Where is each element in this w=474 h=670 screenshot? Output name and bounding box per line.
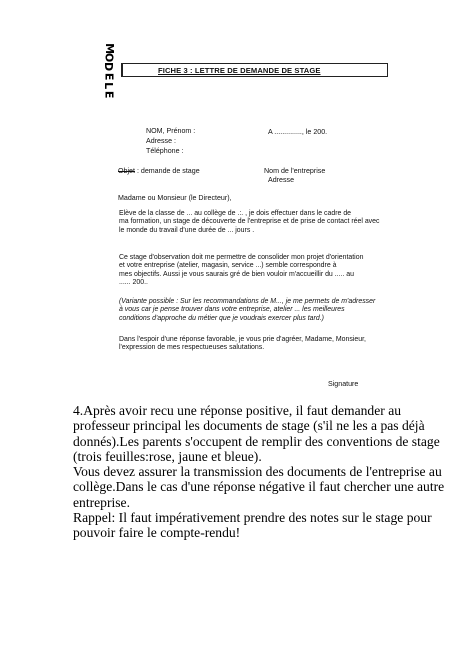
- modele-letter: E: [102, 72, 116, 80]
- sender-address-label: Adresse :: [146, 137, 176, 145]
- signature-label: Signature: [328, 380, 359, 388]
- instruction-line: Vous devez assurer la transmission des documents de l'entreprise au: [73, 464, 442, 480]
- paragraph-line: Ce stage d'observation doit me permettre de consolider mon projet d'orientation: [119, 254, 364, 261]
- paragraph-line: conditions d'approche du métier que je voudrais exercer plus tard.): [119, 314, 324, 322]
- instruction-line: pouvoir faire le compte-rendu!: [73, 525, 241, 541]
- paragraph-closing: [119, 336, 381, 353]
- paragraph-line: Elève de la classe de ... au collège de .:. , je dois effectuer dans le cadre de: [119, 210, 352, 217]
- instruction-line: Rappel: Il faut impérativement prendre des notes sur le stage pour: [73, 510, 432, 526]
- modele-letter: D: [102, 62, 116, 72]
- instructions-text: [73, 403, 453, 541]
- paragraph-line: mes objectifs. Aussi je vous saurais gré de bien vouloir m'accueillir du ..... au: [119, 270, 354, 278]
- instruction-line: collège.Dans le cas d'une réponse négative il faut chercher une autre: [73, 479, 445, 495]
- paragraph-line: à vous car je pense trouver dans votre entreprise, atelier ... les meilleures: [119, 306, 345, 314]
- paragraph-line: ...... 200..: [119, 278, 148, 286]
- paragraph-variant: [119, 298, 381, 323]
- paragraph-line: ma formation, un stage de découverte de l'entreprise et de prise de contact réel avec: [119, 218, 380, 226]
- paragraph-line: l'expression de mes respectueuses salutations.: [119, 344, 265, 352]
- instruction-line: 4.Après avoir recu une réponse positive, il faut demander au: [73, 403, 402, 418]
- subject-text: : demande de stage: [134, 167, 200, 175]
- instruction-line: entreprise.: [73, 494, 130, 510]
- subject-line: [118, 167, 200, 176]
- paragraph-intro: [119, 210, 381, 235]
- recipient-address: Adresse: [268, 176, 295, 184]
- modele-stamp: [98, 44, 120, 99]
- paragraph-line: Dans l'espoir d'une réponse favorable, je vous prie d'agréer, Madame, Monsieur,: [119, 336, 366, 343]
- salutation: Madame ou Monsieur (le Directeur),: [118, 194, 232, 202]
- modele-letter: O: [102, 53, 116, 63]
- modele-letter: M: [102, 43, 116, 55]
- modele-letter: L: [102, 81, 116, 89]
- instruction-line: (trois feuilles:rose, jaune et bleue).: [73, 448, 262, 464]
- paragraph-line: et votre entreprise (atelier, magasin, service ...) semble correspondre à: [119, 262, 337, 270]
- date-line: A .............., le 200.: [268, 128, 328, 136]
- modele-letter: E: [102, 90, 116, 99]
- paragraph-line: le monde du travail d'une durée de ... jours .: [119, 226, 255, 234]
- instruction-line: donnés).Les parents s'occupent de remplir des conventions de stage: [73, 433, 440, 449]
- paragraph-objectives: [119, 254, 381, 287]
- subject-word: Objet: [118, 167, 135, 175]
- sender-name-label: NOM, Prénom :: [146, 127, 196, 135]
- recipient-name: Nom de l'entreprise: [264, 167, 326, 175]
- paragraph-line: (Variante possible : Sur les recommandations de M..., je me permets de m'adresser: [119, 298, 376, 305]
- sender-phone-label: Téléphone :: [146, 147, 184, 155]
- instruction-line: professeur principal les documents de stage (s'il ne les a pas déjà: [73, 418, 425, 434]
- page-title: FICHE 3 : LETTRE DE DEMANDE DE STAGE: [158, 66, 321, 75]
